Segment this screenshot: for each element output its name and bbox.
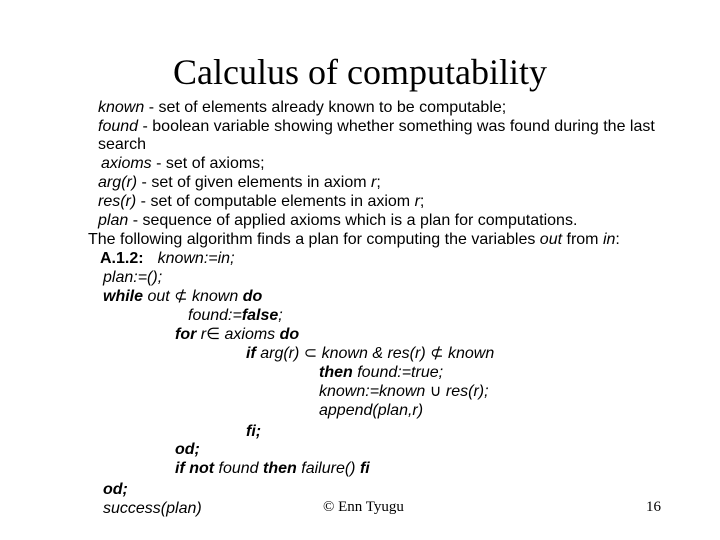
algo-success: success(plan): [103, 500, 202, 517]
not-subset-symbol: ⊄: [174, 288, 188, 305]
if-arg: arg(r): [255, 345, 304, 362]
keyword-while: while: [103, 288, 144, 305]
keyword-for: for: [175, 326, 197, 343]
desc-plan: - sequence of applied axioms which is a plan for computations.: [128, 212, 578, 229]
intro-out: out: [539, 231, 563, 248]
intro-text-3: :: [615, 231, 620, 248]
definition-arg: [98, 173, 381, 192]
found-assign: found:=: [188, 307, 242, 324]
definition-known: [98, 98, 506, 117]
if-not-found: found: [214, 460, 264, 477]
known-assign: known:=known: [319, 383, 430, 400]
algo-then-line: [319, 363, 443, 382]
algo-if-line: [246, 344, 494, 363]
algorithm-intro: [88, 230, 620, 249]
definition-found-continued: search: [98, 136, 147, 153]
algorithm-label: A.1.2:: [100, 250, 144, 267]
intro-in: in: [602, 231, 616, 248]
algo-init-known: known:=in;: [157, 250, 235, 267]
term-known: known: [98, 99, 145, 116]
res-r: r: [414, 193, 420, 210]
slide-title: Calculus of computability: [173, 52, 547, 92]
found-semicolon: ;: [278, 307, 283, 324]
desc-axioms: - set of axioms;: [151, 155, 265, 172]
algo-known-update: [319, 382, 489, 401]
algo-found-false: [188, 306, 283, 325]
while-known: known: [187, 288, 243, 305]
term-plan: plan: [98, 212, 129, 229]
definition-plan: [98, 211, 577, 230]
subset-symbol: ⊂: [303, 345, 318, 362]
union-symbol: ∪: [429, 383, 442, 400]
page-number: 16: [646, 499, 661, 515]
algo-while-line: [103, 287, 262, 306]
definition-axioms: [101, 154, 265, 173]
then-found-true: found:=true;: [352, 364, 444, 381]
keyword-do-for: do: [279, 326, 300, 343]
algo-if-not-found: [175, 459, 370, 478]
copyright: © Enn Tyugu: [323, 499, 404, 515]
keyword-then: then: [319, 364, 353, 381]
desc-res: - set of computable elements in axiom: [136, 193, 415, 210]
intro-text-1: The following algorithm finds a plan for computing the variables: [88, 231, 540, 248]
res-end: ;: [419, 193, 425, 210]
algo-init-plan: plan:=();: [103, 269, 163, 286]
term-found: found: [98, 118, 139, 135]
keyword-do-while: do: [242, 288, 263, 305]
term-res: res(r): [98, 193, 137, 210]
for-axioms: axioms: [220, 326, 280, 343]
algo-append: append(plan,r): [319, 402, 424, 419]
keyword-if-not: if not: [175, 460, 215, 477]
if-end: known: [443, 345, 495, 362]
desc-known: - set of elements already known to be computable;: [144, 99, 507, 116]
failure-call: failure(): [296, 460, 360, 477]
algo-od-2: od;: [103, 481, 128, 498]
if-mid: known & res(r): [317, 345, 431, 362]
keyword-then-2: then: [263, 460, 297, 477]
element-of-symbol: ∈: [206, 326, 221, 343]
definition-found: [98, 117, 655, 136]
desc-found: - boolean variable showing whether something was found during the last: [138, 118, 655, 135]
arg-end: ;: [376, 174, 381, 191]
algo-od-1: od;: [175, 441, 200, 458]
algorithm-header: [100, 249, 235, 268]
intro-text-2: from: [562, 231, 603, 248]
for-r: r: [196, 326, 207, 343]
term-axioms: axioms: [101, 155, 152, 172]
while-out: out: [143, 288, 175, 305]
arg-r: r: [371, 174, 377, 191]
desc-arg: - set of given elements in axiom: [137, 174, 371, 191]
not-subset-symbol-2: ⊄: [430, 345, 444, 362]
keyword-if: if: [246, 345, 256, 362]
keyword-false: false: [241, 307, 279, 324]
term-arg: arg(r): [98, 174, 138, 191]
algo-for-line: [175, 325, 299, 344]
definition-res: [98, 192, 424, 211]
algo-fi-1: fi;: [246, 423, 262, 440]
keyword-fi-2: fi: [359, 460, 370, 477]
known-assign-end: res(r);: [441, 383, 489, 400]
